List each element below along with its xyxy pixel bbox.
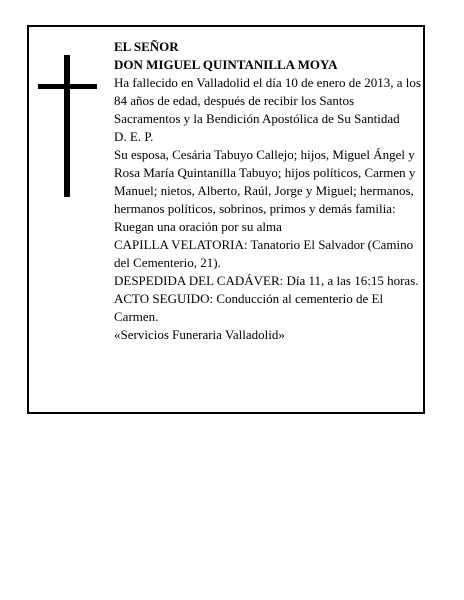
- chapel-info: CAPILLA VELATORIA: Tanatorio El Salvador (Camino del Cementerio, 21).: [114, 237, 414, 270]
- deceased-name: DON MIGUEL QUINTANILLA MOYA: [114, 57, 338, 72]
- dep-line: D. E. P.: [114, 129, 154, 144]
- prayer-request: Ruegan una oración por su alma: [114, 219, 282, 234]
- cross-horizontal-bar: [38, 84, 97, 89]
- family-list: Su esposa, Cesária Tabuyo Callejo; hijos, Miguel Ángel y Rosa María Quintanilla Tabuyo; hijos políticos, Carmen y Manuel; nietos, Alberto, Raúl, Jorge y Miguel; hermanos, hermanos políticos, sobrinos, primos y demás familia:: [114, 147, 416, 216]
- cross-vertical-bar: [64, 55, 70, 197]
- title-line-1: EL SEÑOR: [114, 39, 179, 54]
- followup-info: ACTO SEGUIDO: Conducción al cementerio de El Carmen.: [114, 291, 384, 324]
- farewell-info: DESPEDIDA DEL CADÁVER: Día 11, a las 16:15 horas.: [114, 273, 419, 288]
- obituary-text: [114, 38, 422, 344]
- services-credit: «Servicios Funeraria Valladolid»: [114, 327, 285, 342]
- death-info: Ha fallecido en Valladolid el día 10 de enero de 2013, a los 84 años de edad, después de recibir los Santos Sacramentos y la Bendición Apostólica de Su Santidad: [114, 75, 421, 126]
